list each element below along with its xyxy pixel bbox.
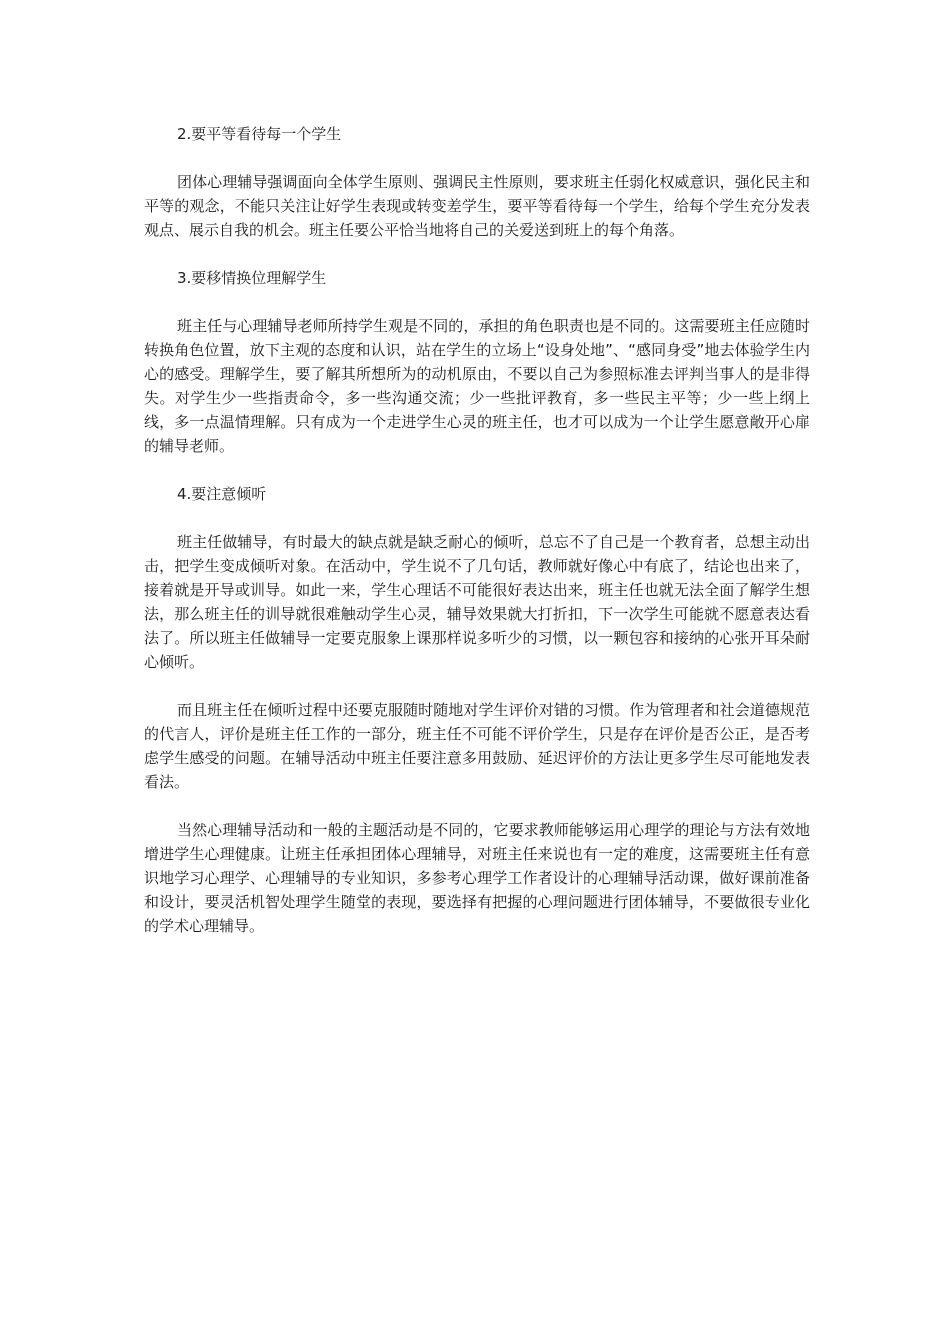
- paragraph-conclusion: 当然心理辅导活动和一般的主题活动是不同的，它要求教师能够运用心理学的理论与方法有效地增进学生心理健康。让班主任承担团体心理辅导，对班主任来说也有一定的难度，这需要班主任有意识地学习心理学、心理辅导的专业知识，多参考心理学工作者设计的心理辅导活动课，做好课前准备和设计，要灵活机智处理学生随堂的表现，要选择有把握的心理问题进行团体辅导，不要做很专业化的学术心理辅导。: [144, 821, 810, 935]
- spacer: [144, 674, 810, 698]
- spacer: [144, 794, 810, 818]
- section-heading-3: 3.要移情换位理解学生: [177, 269, 327, 287]
- section-heading-4: 4.要注意倾听: [177, 485, 267, 503]
- spacer: [144, 242, 810, 266]
- paragraph-empathy: 班主任与心理辅导老师所持学生观是不同的，承担的角色职责也是不同的。这需要班主任应随时转换角色位置，放下主观的态度和认识，站在学生的立场上“设身处地”、“感同身受”地去体验学生内心的感受。理解学生，要了解其所想所为的动机原由，不要以自己为参照标准去评判当事人的是非得失。对学生少一些指责命令，多一些沟通交流；少一些批评教育，多一些民主平等；少一些上纲上线，多一点温情理解。只有成为一个走进学生心灵的班主任，也才可以成为一个让学生愿意敞开心扉的辅导老师。: [144, 317, 810, 455]
- spacer: [144, 458, 810, 482]
- section-heading-2: 2.要平等看待每一个学生: [177, 125, 342, 143]
- paragraph-evaluation: 而且班主任在倾听过程中还要克服随时随地对学生评价对错的习惯。作为管理者和社会道德规范的代言人，评价是班主任工作的一部分，班主任不可能不评价学生，只是存在评价是否公正，是否考虑学生感受的问题。在辅导活动中班主任要注意多用鼓励、延迟评价的方法让更多学生尽可能地发表看法。: [144, 701, 810, 791]
- paragraph-listening: 班主任做辅导，有时最大的缺点就是缺乏耐心的倾听，总忘不了自己是一个教育者，总想主动出击，把学生变成倾听对象。在活动中，学生说不了几句话，教师就好像心中有底了，结论也出来了，接着就是开导或训导。如此一来，学生心理话不可能很好表达出来，班主任也就无法全面了解学生想法，那么班主任的训导就很难触动学生心灵，辅导效果就大打折扣，下一次学生可能就不愿意表达看法了。所以班主任做辅导一定要克服象上课那样说多听少的习惯，以一颗包容和接纳的心张开耳朵耐心倾听。: [144, 533, 810, 671]
- paragraph-equal-treatment: 团体心理辅导强调面向全体学生原则、强调民主性原则，要求班主任弱化权威意识，强化民主和平等的观念，不能只关注让好学生表现或转变差学生，要平等看待每一个学生，给每个学生充分发表观点、展示自我的机会。班主任要公平恰当地将自己的关爱送到班上的每个角落。: [144, 173, 810, 239]
- document-body: [144, 122, 810, 938]
- spacer: [144, 146, 810, 170]
- spacer: [144, 506, 810, 530]
- spacer: [144, 290, 810, 314]
